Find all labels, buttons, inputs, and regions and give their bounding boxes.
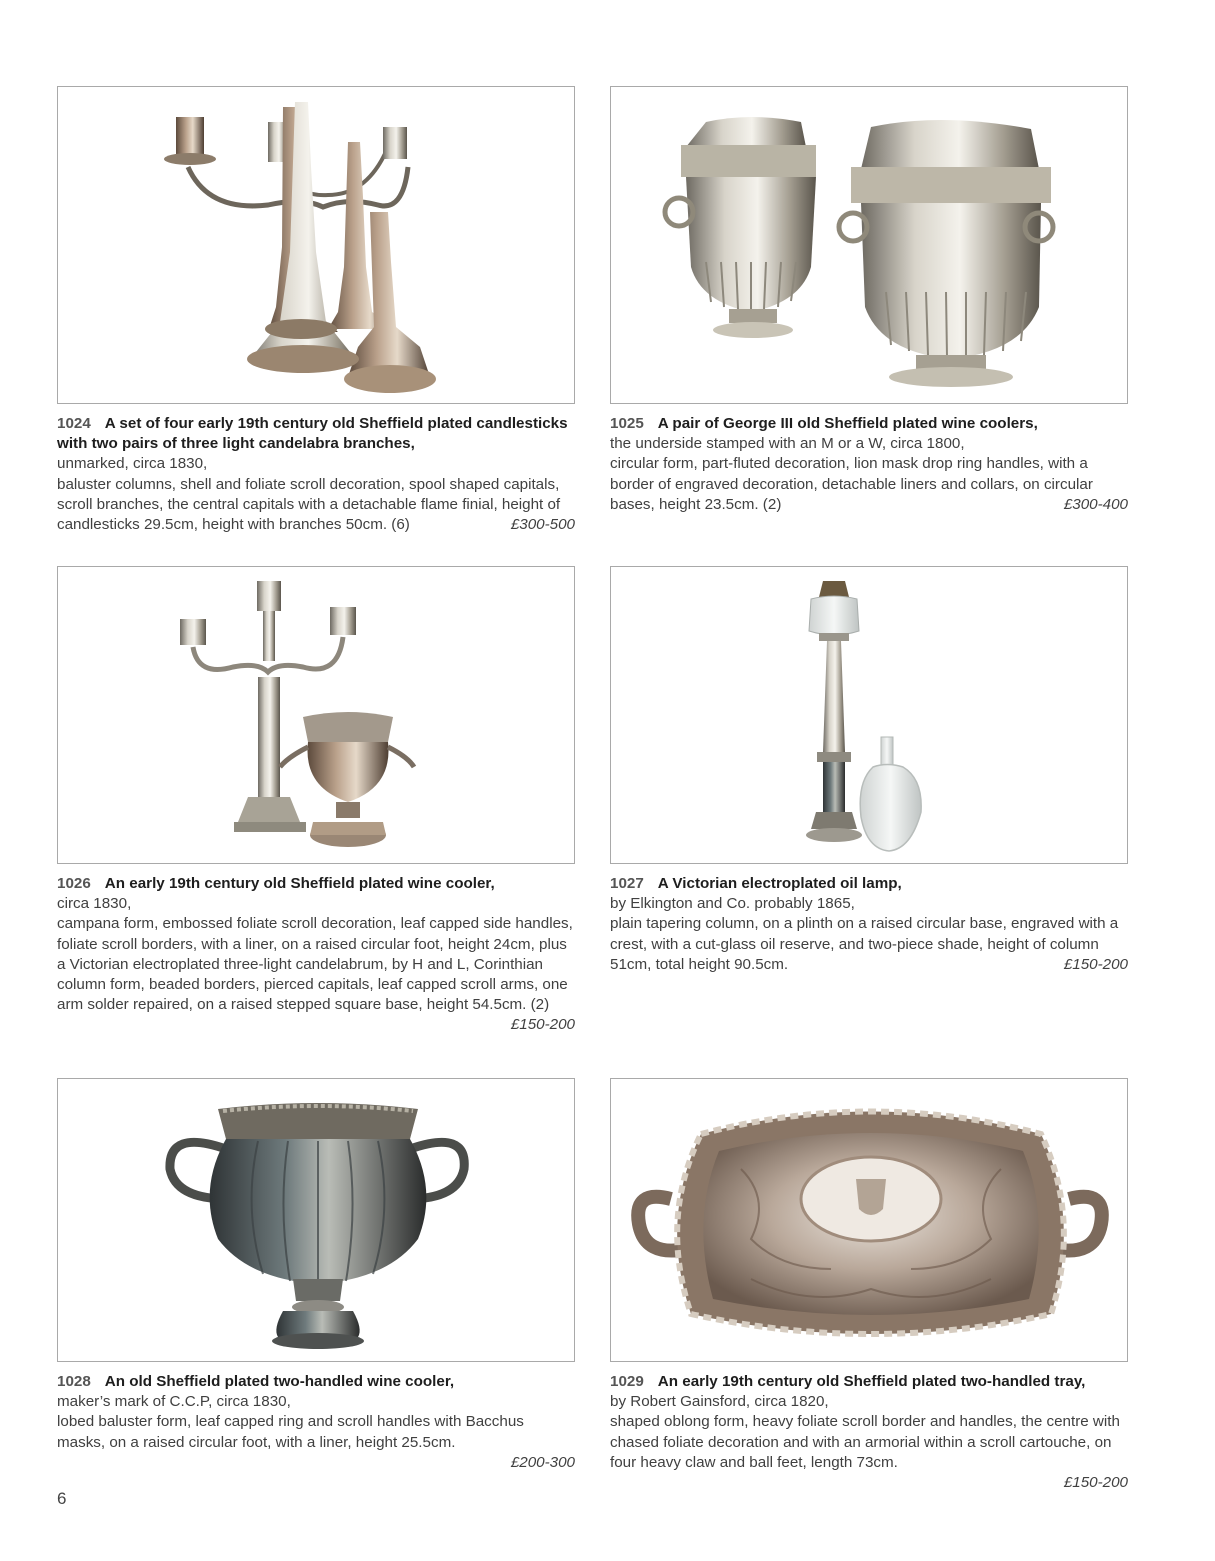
lot-photo bbox=[610, 1078, 1128, 1362]
lot-estimate: £200-300 bbox=[510, 1453, 575, 1471]
lot-1029 bbox=[610, 1078, 1128, 1493]
lot-description: baluster columns, shell and foliate scroll decoration, spool shaped capitals, scroll branches, the central capitals with a detachable flame finial, height of candlesticks 29.5cm, height with branches 50cm. (6) bbox=[57, 475, 561, 534]
lot-description: lobed baluster form, leaf capped ring and scroll handles with Bacchus masks, on a raised circular foot, with a liner, height 25.5cm. bbox=[57, 1413, 524, 1451]
lot-estimate: £150-200 bbox=[1063, 955, 1128, 973]
oil-lamp-image bbox=[611, 567, 1127, 863]
lot-provenance: the underside stamped with an M or a W, circa 1800, bbox=[610, 435, 965, 453]
lot-provenance: circa 1830, bbox=[57, 895, 132, 913]
lot-1027 bbox=[610, 566, 1128, 975]
lot-caption bbox=[610, 1372, 1128, 1473]
lot-photo bbox=[57, 566, 575, 864]
lot-title: A set of four early 19th century old Sheffield plated candlesticks with two pairs of three light candelabra branches, bbox=[57, 415, 568, 453]
lot-1024 bbox=[57, 86, 575, 535]
page-number: 6 bbox=[57, 1489, 67, 1508]
wine-coolers-image bbox=[611, 87, 1127, 403]
lot-estimate: £300-500 bbox=[510, 516, 575, 534]
lot-estimate: £300-400 bbox=[1063, 495, 1128, 513]
lot-caption bbox=[610, 874, 1128, 975]
lot-title: An old Sheffield plated two-handled wine cooler, bbox=[104, 1373, 455, 1390]
lot-provenance: by Robert Gainsford, circa 1820, bbox=[610, 1393, 829, 1411]
lot-caption bbox=[57, 874, 575, 1034]
lot-provenance: by Elkington and Co. probably 1865, bbox=[610, 895, 855, 913]
lot-1026 bbox=[57, 566, 575, 1036]
candlesticks-image bbox=[58, 87, 574, 403]
lot-title: An early 19th century old Sheffield plated wine cooler, bbox=[104, 875, 495, 892]
lot-provenance: maker’s mark of C.C.P, circa 1830, bbox=[57, 1393, 291, 1411]
lot-estimate: £150-200 bbox=[510, 1016, 575, 1034]
tray-image bbox=[611, 1079, 1127, 1361]
lot-number: 1028 bbox=[57, 1373, 91, 1390]
lot-provenance: unmarked, circa 1830, bbox=[57, 455, 208, 473]
wine-cooler-candelabrum-image bbox=[58, 567, 574, 863]
lot-number: 1025 bbox=[610, 415, 644, 432]
lot-number: 1026 bbox=[57, 875, 91, 892]
lot-description: circular form, part-fluted decoration, lion mask drop ring handles, with a border of engraved decoration, detachable liners and collars, on circular bases, height 23.5cm. (2) bbox=[610, 455, 1093, 513]
lot-caption bbox=[610, 414, 1128, 515]
lot-title: A Victorian electroplated oil lamp, bbox=[657, 875, 902, 892]
lot-number: 1024 bbox=[57, 415, 91, 432]
lot-description: campana form, embossed foliate scroll decoration, leaf capped side handles, foliate scroll borders, with a liner, on a raised circular foot, height 24cm, plus a Victorian electroplated three-light candelabrum, by H and L, Corinthian column form, beaded borders, pierced capitals, leaf capped scroll arms, one arm solder repaired, on a raised stepped square base, height 54.5cm. (2) bbox=[57, 915, 573, 1014]
lot-title: An early 19th century old Sheffield plated two-handled tray, bbox=[657, 1373, 1086, 1390]
lot-1028 bbox=[57, 1078, 575, 1473]
lot-photo bbox=[610, 86, 1128, 404]
lot-estimate: £150-200 bbox=[1063, 1474, 1128, 1492]
lot-caption bbox=[57, 414, 575, 535]
two-handled-wine-cooler-image bbox=[58, 1079, 574, 1361]
lot-description: shaped oblong form, heavy foliate scroll border and handles, the centre with chased foliate decoration and with an armorial within a scroll cartouche, on four heavy claw and ball feet, length 73cm. bbox=[610, 1413, 1120, 1471]
lot-description: plain tapering column, on a plinth on a raised circular base, engraved with a crest, with a cut-glass oil reserve, and two-piece shade, height of column 51cm, total height 90.5cm. bbox=[610, 915, 1119, 973]
lot-photo bbox=[57, 86, 575, 404]
lot-1025 bbox=[610, 86, 1128, 515]
lot-caption bbox=[57, 1372, 575, 1453]
lot-number: 1029 bbox=[610, 1373, 644, 1390]
lot-number: 1027 bbox=[610, 875, 644, 892]
lot-photo bbox=[610, 566, 1128, 864]
lot-title: A pair of George III old Sheffield plated wine coolers, bbox=[657, 415, 1038, 432]
lot-photo bbox=[57, 1078, 575, 1362]
